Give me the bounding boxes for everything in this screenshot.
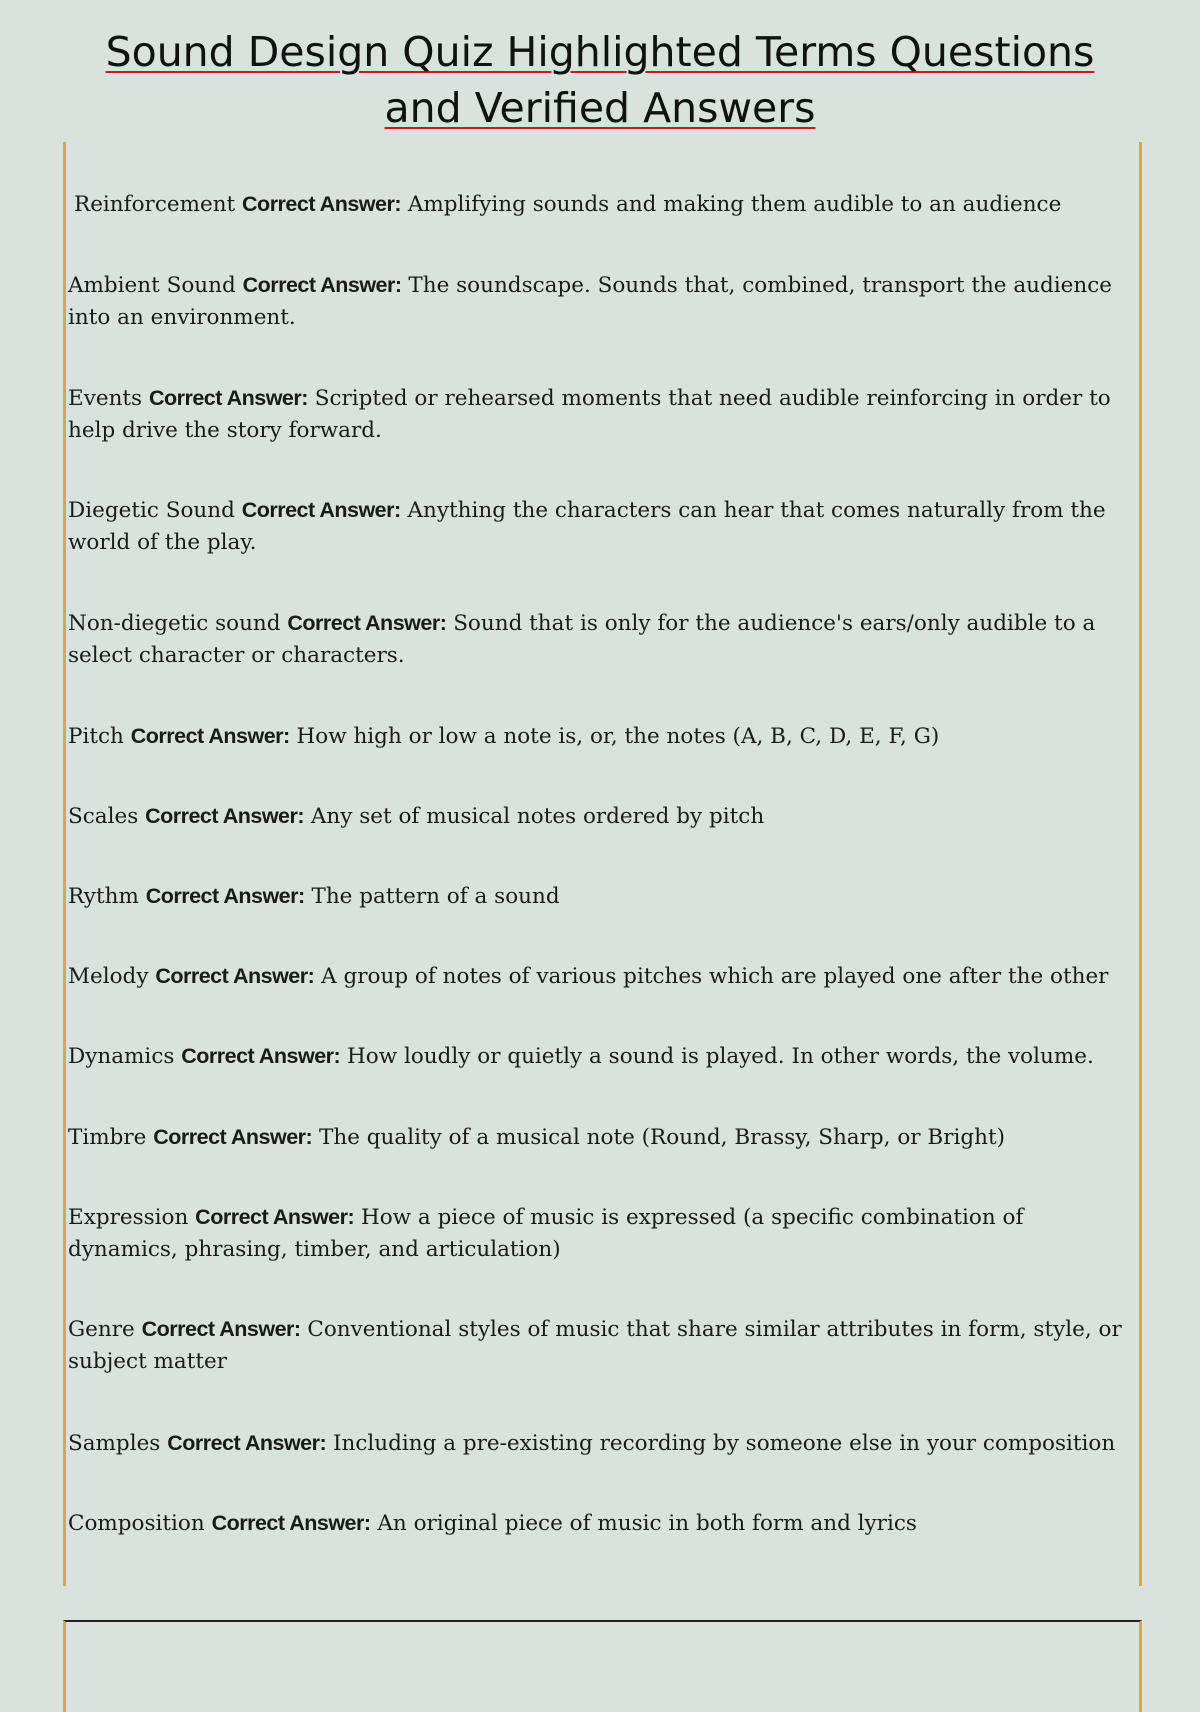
answer-text: How high or low a note is, or, the notes (A, B, C, D, E, F, G) [296,724,940,749]
term: Pitch [68,724,124,749]
term: Composition [68,1511,205,1536]
answer-label: Correct Answer: [181,1044,341,1068]
qa-item-timbre [68,1121,1130,1154]
title-line-2: and Verified Answers [384,84,816,132]
answer-text: Any set of musical notes ordered by pitch [310,804,765,829]
term: Expression [68,1205,189,1230]
answer-text: Scripted or rehearsed moments that need audible reinforcing in order to help drive the story forward. [68,386,1111,443]
term: Events [68,386,143,411]
answer-label: Correct Answer: [242,273,402,297]
answer-text: Including a pre-existing recording by someone else in your composition [333,1431,1116,1456]
answer-label: Correct Answer: [241,498,401,522]
answer-text: The quality of a musical note (Round, Brassy, Sharp, or Bright) [319,1125,1005,1150]
answer-label: Correct Answer: [141,1317,301,1341]
answer-text: Sound that is only for the audience's ears/only audible to a select character or characters. [68,611,1096,668]
term: Diegetic Sound [68,498,235,523]
answer-label: Correct Answer: [145,804,305,828]
answer-label: Correct Answer: [130,724,290,748]
answer-label: Correct Answer: [242,192,401,216]
term: Dynamics [68,1044,175,1069]
answer-label: Correct Answer: [167,1431,327,1455]
term: Melody [68,964,149,989]
qa-item-events [68,382,1130,447]
qa-item-melody [68,960,1130,993]
term: Rythm [68,884,139,909]
answer-label: Correct Answer: [155,964,315,988]
qa-item-composition [68,1507,1130,1540]
qa-item-ambient-sound [68,269,1130,334]
qa-item-rythm [68,880,1130,913]
answer-text: How a piece of music is expressed (a specific combination of dynamics, phrasing, timber, and articulation) [68,1205,1024,1262]
term: Genre [68,1317,135,1342]
term: Reinforcement [74,192,236,217]
answer-text: The pattern of a sound [311,884,560,909]
next-section-box [63,1620,1142,1712]
qa-item-diegetic-sound [68,494,1130,559]
term: Scales [68,804,139,829]
answer-text: Conventional styles of music that share similar attributes in form, style, or subject matter [68,1317,1122,1374]
answer-text: A group of notes of various pitches which are played one after the other [321,964,1109,989]
qa-item-scales [68,800,1130,833]
qa-item-expression [68,1201,1130,1266]
page-title [40,24,1160,136]
qa-item-dynamics [68,1040,1130,1073]
title-line-1: Sound Design Quiz Highlighted Terms Questions [105,28,1095,76]
qa-item-pitch [68,720,1130,753]
qa-item-reinforcement [68,188,1136,221]
answer-text: The soundscape. Sounds that, combined, transport the audience into an environment. [68,273,1113,330]
answer-label: Correct Answer: [195,1205,355,1229]
term: Timbre [68,1125,147,1150]
answer-label: Correct Answer: [287,611,447,635]
qa-item-samples [68,1427,1130,1460]
term: Ambient Sound [68,273,236,298]
answer-label: Correct Answer: [148,386,308,410]
answer-text: Anything the characters can hear that comes naturally from the world of the play. [68,498,1106,555]
answer-label: Correct Answer: [145,884,305,908]
term: Samples [68,1431,161,1456]
answer-text: Amplifying sounds and making them audible to an audience [407,192,1062,217]
answer-text: An original piece of music in both form and lyrics [377,1511,917,1536]
answer-label: Correct Answer: [153,1125,313,1149]
term: Non-diegetic sound [68,611,281,636]
answer-label: Correct Answer: [211,1511,371,1535]
qa-item-genre [68,1313,1130,1378]
qa-item-non-diegetic-sound [68,607,1130,672]
answer-text: How loudly or quietly a sound is played. In other words, the volume. [347,1044,1094,1069]
